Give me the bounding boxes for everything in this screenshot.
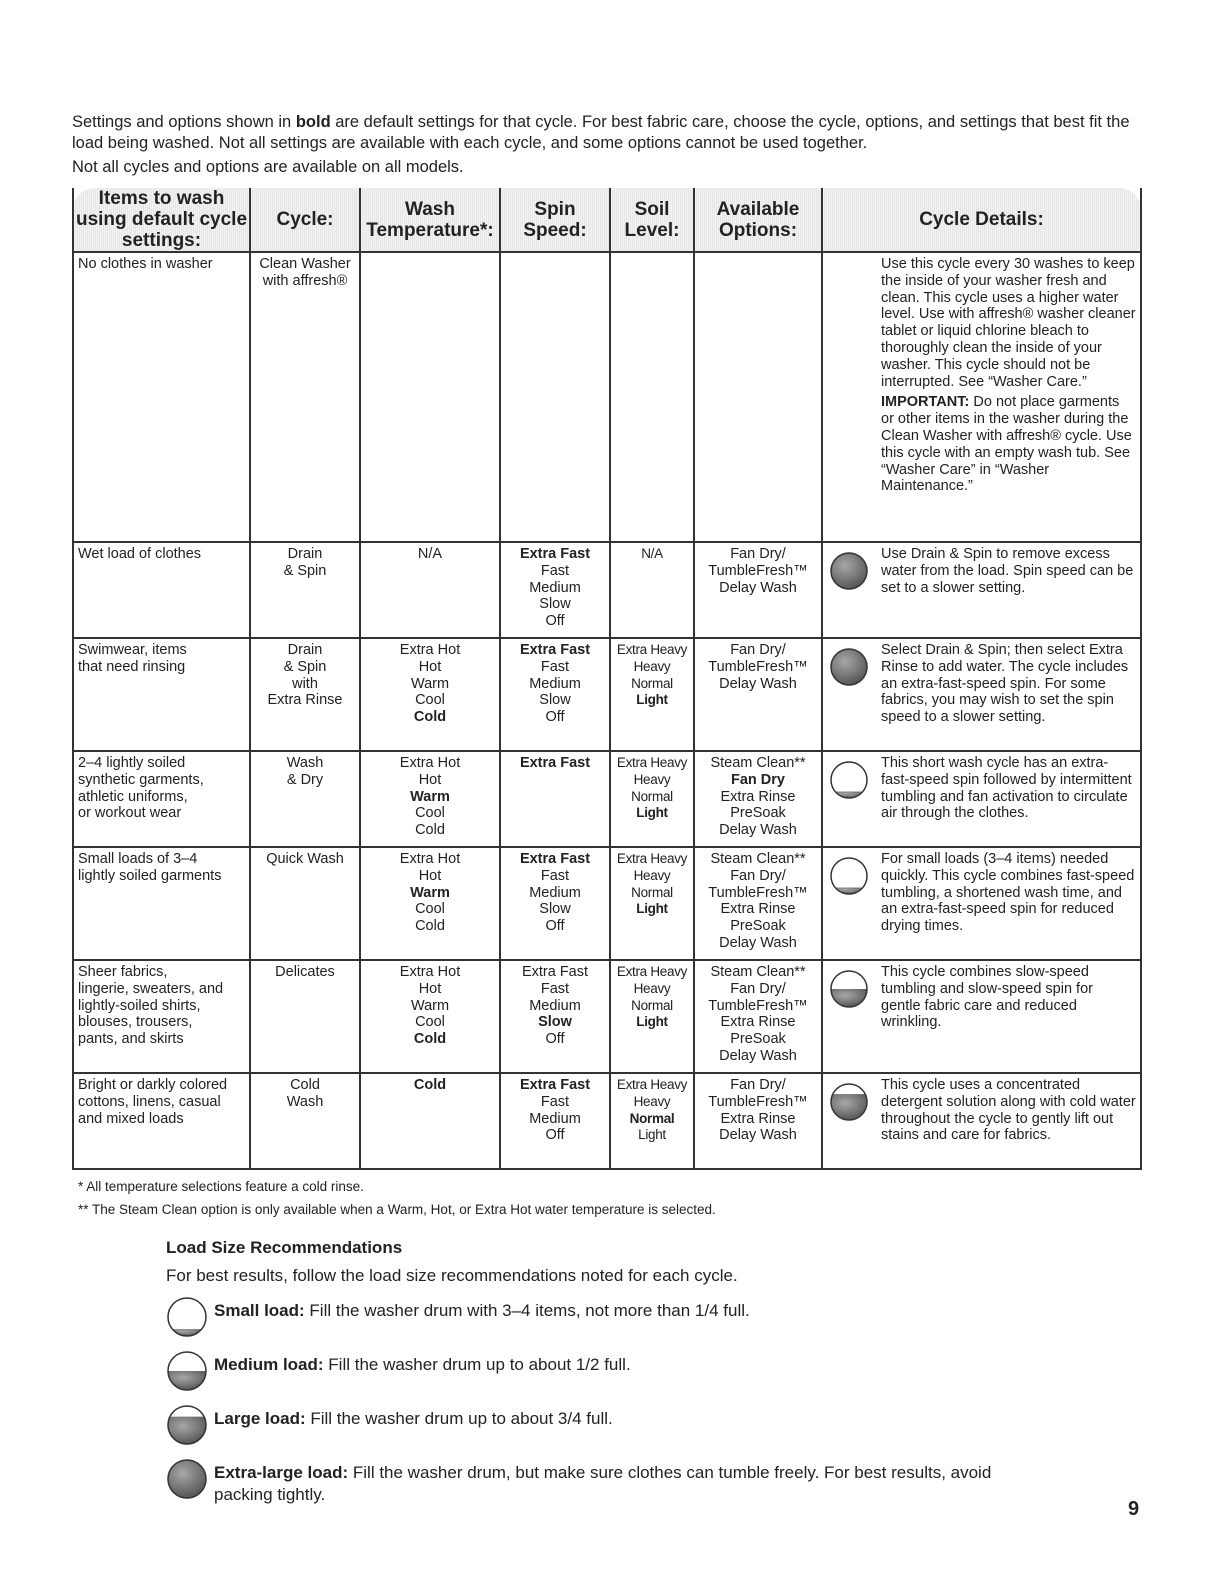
cycle-details-text	[881, 546, 1136, 596]
load-size-label: Extra-large load:	[214, 1463, 349, 1482]
option-value: PreSoak	[730, 805, 786, 822]
items-text: No clothes in washer	[78, 256, 213, 272]
intro-text-1: Settings and options shown in	[72, 113, 296, 131]
option-value: Delay Wash	[719, 1047, 797, 1064]
wash-temp-value: Cold	[413, 1077, 447, 1093]
options-cell	[694, 1073, 822, 1169]
options-cell	[694, 847, 822, 960]
intro-note: Not all cycles and options are available on all models.	[72, 158, 464, 176]
details-text: For small loads (3–4 items) needed quickly. This cycle combines fast-speed tumbling, a shortened wash time, and an extra-fast-speed spin for reduced drying times.	[881, 851, 1135, 935]
header-spin-line: Speed:	[523, 219, 587, 241]
option-value: TumbleFresh™	[708, 562, 808, 579]
spin-speed-value: Extra Fast	[519, 851, 591, 867]
items-text: or workout wear	[78, 805, 182, 822]
table-header-row	[73, 188, 1141, 252]
items-text: Sheer fabrics,	[78, 964, 168, 980]
load-size-section	[166, 1238, 1066, 1502]
intro-paragraph	[72, 112, 1152, 154]
wash-temp-value: Extra Hot	[399, 755, 461, 771]
soil-level-value: Light	[636, 1014, 668, 1030]
soil-level-value: Extra Heavy	[616, 851, 688, 866]
table-row	[73, 638, 1141, 751]
spin-speed-value: Extra Fast	[519, 546, 591, 562]
soil-level-cell	[610, 960, 694, 1073]
drum-fill	[166, 1417, 208, 1444]
spin-speed-cell	[500, 542, 610, 638]
details-text: This cycle uses a concentrated detergent solution along with cold water throughout the cycle to gently lift out stains and care for fabrics.	[881, 1077, 1136, 1144]
spin-speed-value: Medium	[529, 884, 581, 901]
load-size-title: Load Size Recommendations	[166, 1238, 403, 1257]
soil-level-value: Light	[636, 901, 668, 917]
wash-temp-cell	[360, 638, 500, 751]
header-items-line: Items to wash	[98, 188, 225, 209]
spin-speed-value: Off	[545, 613, 565, 630]
wash-temp-cell	[360, 252, 500, 542]
soil-level-value: Light	[636, 692, 668, 708]
options-cell	[694, 960, 822, 1073]
drum-medium-load-icon	[829, 969, 869, 1014]
items-text: lightly soiled garments	[78, 867, 222, 884]
header-options-line: Options:	[718, 219, 798, 241]
soil-level-value: Heavy	[633, 771, 671, 787]
soil-level-value: Extra Heavy	[616, 964, 688, 979]
intro-bold-word: bold	[295, 113, 331, 131]
header-items	[73, 188, 250, 252]
soil-level-value: Light	[636, 805, 668, 821]
footnotes	[78, 1175, 716, 1221]
cycle-name: Delicates	[275, 964, 335, 980]
drum-medium-load-icon	[166, 1350, 208, 1397]
details-text: This short wash cycle has an extra-fast-speed spin followed by intermittent tumbling and fan activation to circulate air through the clothes.	[881, 755, 1132, 822]
soil-level-value: Heavy	[633, 867, 671, 883]
wash-temp-value: Cold	[415, 822, 445, 839]
details-text: Do not place garments or other items in the washer during the Clean Washer with affresh® cycle. Use this cycle with an empty wash tub. See “Washer Care” in “Washer Maintenance.”	[881, 394, 1132, 495]
cycle-name: with affresh®	[262, 272, 348, 289]
drum-fill	[166, 1460, 208, 1498]
soil-level-value: Normal	[631, 788, 673, 804]
spin-speed-value: Medium	[529, 675, 581, 692]
header-soil-level	[610, 188, 694, 252]
drum-fill	[829, 888, 869, 894]
soil-level-value: Heavy	[633, 658, 671, 674]
spin-speed-value: Medium	[529, 997, 581, 1014]
details-paragraph	[881, 755, 1136, 822]
wash-temp-value: Extra Hot	[399, 964, 461, 980]
cycle-cell	[250, 751, 360, 847]
cycle-name: Drain	[287, 642, 323, 658]
cycle-name: Wash	[286, 1093, 324, 1110]
cycle-cell	[250, 847, 360, 960]
wash-temp-value: N/A	[417, 546, 443, 562]
option-value: Fan Dry/	[730, 980, 786, 997]
details-cell	[822, 638, 1141, 751]
wash-temp-cell	[360, 751, 500, 847]
option-value: Fan Dry	[731, 771, 785, 788]
header-soil-line: Soil	[634, 198, 670, 220]
cycle-details-text	[881, 755, 1136, 822]
wash-temp-value: Hot	[418, 867, 442, 884]
details-cell	[822, 960, 1141, 1073]
spin-speed-cell	[500, 1073, 610, 1169]
wash-temp-value: Warm	[410, 997, 450, 1014]
items-text: cottons, linens, casual	[78, 1093, 221, 1110]
option-value: Extra Rinse	[720, 1014, 796, 1031]
spin-speed-cell	[500, 252, 610, 542]
option-value: Extra Rinse	[720, 1110, 796, 1127]
cycle-name: & Spin	[283, 562, 327, 579]
drum-fill	[829, 989, 869, 1007]
items-text: Bright or darkly colored	[78, 1077, 228, 1093]
cycle-name: Clean Washer	[259, 256, 351, 272]
drum-fill	[829, 649, 869, 685]
details-paragraph	[881, 394, 1136, 495]
load-size-text	[214, 1408, 1034, 1430]
header-spin-speed	[500, 188, 610, 252]
items-text: Swimwear, items	[78, 642, 187, 658]
details-text: Use Drain & Spin to remove excess water from the load. Spin speed can be set to a slower setting.	[881, 546, 1134, 596]
header-available-options	[694, 188, 822, 252]
details-text: This cycle combines slow-speed tumbling and slow-speed spin for gentle fabric care and reduced wrinkling.	[881, 964, 1093, 1031]
spin-speed-value: Extra Fast	[519, 642, 591, 658]
header-items-line: cycle settings:	[121, 209, 248, 251]
spin-speed-value: Fast	[540, 980, 570, 997]
items-cell	[73, 960, 250, 1073]
option-value: Steam Clean**	[710, 755, 806, 771]
items-text: Wet load of clothes	[78, 546, 202, 562]
details-paragraph	[881, 546, 1136, 596]
option-value: Fan Dry/	[730, 1077, 786, 1093]
wash-temp-value: Warm	[410, 675, 450, 692]
wash-temp-value: Warm	[410, 788, 450, 805]
cycle-details-text	[881, 851, 1136, 935]
wash-temp-value: Cool	[415, 901, 445, 918]
spin-speed-value: Slow	[539, 692, 571, 709]
wash-temp-cell	[360, 847, 500, 960]
soil-level-value: Light	[638, 1127, 666, 1143]
spin-speed-value: Extra Fast	[519, 755, 591, 771]
load-size-desc: Fill the washer drum, but make sure clothes can tumble freely. For best results, avoid packing tightly.	[214, 1463, 992, 1504]
spin-speed-value: Slow	[539, 901, 571, 918]
wash-temp-value: Cool	[415, 805, 445, 822]
header-cycle-details	[822, 188, 1141, 252]
drum-fill	[829, 1094, 869, 1120]
items-cell	[73, 847, 250, 960]
option-value: Delay Wash	[719, 675, 797, 692]
header-cycle-label: Cycle:	[276, 209, 334, 230]
options-cell	[694, 638, 822, 751]
load-size-text	[214, 1300, 1034, 1322]
option-value: Fan Dry/	[730, 867, 786, 884]
details-cell	[822, 847, 1141, 960]
header-items-line: using default	[75, 209, 195, 230]
spin-speed-value: Fast	[540, 867, 570, 884]
table-row	[73, 960, 1141, 1073]
items-cell	[73, 542, 250, 638]
header-options-line: Available	[716, 198, 800, 220]
option-value: Fan Dry/	[730, 642, 786, 658]
soil-level-cell	[610, 638, 694, 751]
header-spin-line: Spin	[534, 198, 576, 220]
cycle-details-text	[881, 256, 1136, 495]
option-value: TumbleFresh™	[708, 658, 808, 675]
details-paragraph	[881, 851, 1136, 935]
items-text: athletic uniforms,	[78, 788, 188, 805]
wash-temp-value: Cool	[415, 692, 445, 709]
drum-fill	[829, 792, 869, 798]
drum-small-load-icon	[166, 1296, 208, 1343]
spin-speed-cell	[500, 847, 610, 960]
load-size-label: Medium load:	[214, 1355, 324, 1374]
cycle-name: Cold	[290, 1077, 320, 1093]
option-value: Delay Wash	[719, 579, 797, 596]
cycle-name: & Spin	[283, 658, 327, 675]
spin-speed-value: Slow	[538, 1014, 572, 1031]
drum-small-load-icon	[829, 760, 869, 805]
wash-temp-value: Cold	[415, 918, 445, 935]
soil-level-value: Normal	[631, 997, 673, 1013]
spin-speed-value: Off	[545, 918, 565, 935]
spin-speed-value: Off	[545, 709, 565, 726]
items-cell	[73, 638, 250, 751]
items-text: lingerie, sweaters, and	[78, 980, 224, 997]
load-size-text	[214, 1462, 1034, 1506]
wash-temp-value: Hot	[418, 980, 442, 997]
load-size-label: Large load:	[214, 1409, 306, 1428]
header-wash-line: Wash	[405, 198, 455, 220]
option-value: TumbleFresh™	[708, 997, 808, 1014]
load-size-item	[166, 1290, 1066, 1340]
cycle-name: & Dry	[286, 771, 324, 788]
details-cell	[822, 252, 1141, 542]
items-text: blouses, trousers,	[78, 1014, 193, 1031]
soil-level-value: Extra Heavy	[616, 755, 688, 770]
spin-speed-value: Fast	[540, 658, 570, 675]
option-value: PreSoak	[730, 918, 786, 935]
details-text: Select Drain & Spin; then select Extra Rinse to add water. The cycle includes an extra-fast-speed spin. For some fabrics, you may wish to set the spin speed to a slower setting.	[881, 642, 1129, 726]
items-text: lightly-soiled shirts,	[78, 997, 201, 1014]
option-value: Delay Wash	[719, 934, 797, 951]
header-wash-line: Temperature*:	[366, 219, 494, 241]
soil-level-value: Heavy	[633, 1093, 671, 1109]
items-cell	[73, 1073, 250, 1169]
drum-fill	[829, 553, 869, 589]
option-value: PreSoak	[730, 1031, 786, 1048]
options-cell	[694, 252, 822, 542]
footnote-steam-clean: ** The Steam Clean option is only available when a Warm, Hot, or Extra Hot water temperature is selected.	[78, 1202, 716, 1217]
option-value: Extra Rinse	[720, 901, 796, 918]
items-text: Small loads of 3–4	[78, 851, 198, 867]
option-value: TumbleFresh™	[708, 884, 808, 901]
cycle-details-text	[881, 642, 1136, 726]
table-row	[73, 1073, 1141, 1169]
spin-speed-value: Medium	[529, 579, 581, 596]
drum-xlarge-load-icon	[166, 1458, 208, 1505]
load-size-item	[166, 1344, 1066, 1394]
option-value: Delay Wash	[719, 1127, 797, 1144]
table-row	[73, 542, 1141, 638]
wash-temp-value: Extra Hot	[399, 642, 461, 658]
wash-temp-value: Warm	[410, 884, 450, 901]
option-value: Steam Clean**	[710, 964, 806, 980]
option-value: Extra Rinse	[720, 788, 796, 805]
drum-xlarge-load-icon	[829, 551, 869, 596]
load-size-desc: Fill the washer drum with 3–4 items, not more than 1/4 full.	[304, 1301, 750, 1320]
cycle-cell	[250, 1073, 360, 1169]
wash-temp-value: Extra Hot	[399, 851, 461, 867]
header-soil-line: Level:	[624, 219, 680, 241]
table-row	[73, 751, 1141, 847]
load-size-label: Small load:	[214, 1301, 305, 1320]
load-size-desc: Fill the washer drum up to about 1/2 full.	[323, 1355, 631, 1374]
options-cell	[694, 751, 822, 847]
details-cell	[822, 542, 1141, 638]
soil-level-value: Normal	[631, 675, 673, 691]
load-size-desc: Fill the washer drum up to about 3/4 full.	[305, 1409, 613, 1428]
drum-xlarge-load-icon	[829, 647, 869, 692]
important-label: IMPORTANT:	[881, 394, 970, 411]
items-text: pants, and skirts	[78, 1031, 184, 1048]
soil-level-cell	[610, 252, 694, 542]
drum-fill	[166, 1371, 208, 1390]
spin-speed-value: Off	[545, 1031, 565, 1048]
spin-speed-value: Fast	[540, 562, 570, 579]
cycle-cell	[250, 252, 360, 542]
options-cell	[694, 542, 822, 638]
spin-speed-value: Off	[545, 1127, 565, 1144]
soil-level-value: Heavy	[633, 980, 671, 996]
option-value: Steam Clean**	[710, 851, 806, 867]
items-text: 2–4 lightly soiled	[78, 755, 186, 771]
spin-speed-value: Extra Fast	[519, 1077, 591, 1093]
table-row	[73, 847, 1141, 960]
header-wash-temp	[360, 188, 500, 252]
soil-level-value: N/A	[641, 546, 663, 561]
cycle-details-text	[881, 964, 1136, 1031]
cycle-name: Drain	[287, 546, 323, 562]
spin-speed-cell	[500, 751, 610, 847]
load-size-text	[214, 1354, 1034, 1376]
option-value: TumbleFresh™	[708, 1093, 808, 1110]
soil-level-value: Normal	[629, 1110, 675, 1126]
cycle-name: with	[292, 675, 318, 692]
cycle-details-text	[881, 1077, 1136, 1144]
cycle-cell	[250, 542, 360, 638]
load-size-lead: For best results, follow the load size recommendations noted for each cycle.	[166, 1266, 738, 1285]
intro-text-2: are default settings for that cycle. For best fabric care, choose the cycle, options, and settings that best fit the load being washed. Not all settings are available with each cycle, and some options cannot be used together.	[72, 113, 1130, 152]
wash-temp-value: Cold	[413, 709, 447, 726]
header-cycle	[250, 188, 360, 252]
soil-level-cell	[610, 751, 694, 847]
drum-small-load-icon	[829, 856, 869, 901]
drum-large-load-icon	[829, 1082, 869, 1127]
details-cell	[822, 751, 1141, 847]
load-size-item	[166, 1452, 1066, 1502]
items-cell	[73, 751, 250, 847]
details-paragraph	[881, 256, 1136, 390]
spin-speed-value: Medium	[529, 1110, 581, 1127]
intro-text	[72, 112, 1152, 181]
wash-temp-cell	[360, 542, 500, 638]
spin-speed-value: Slow	[539, 596, 571, 613]
soil-level-cell	[610, 542, 694, 638]
details-paragraph	[881, 642, 1136, 726]
details-paragraph	[881, 964, 1136, 1031]
option-value: Delay Wash	[719, 822, 797, 839]
items-text: that need rinsing	[78, 658, 186, 675]
cycle-name: Extra Rinse	[267, 692, 343, 709]
soil-level-cell	[610, 1073, 694, 1169]
details-paragraph	[881, 1077, 1136, 1144]
page-number: 9	[1128, 1498, 1140, 1520]
header-details-label: Cycle Details:	[919, 209, 1044, 230]
soil-level-value: Normal	[631, 884, 673, 900]
option-value: Fan Dry/	[730, 546, 786, 562]
wash-temp-value: Hot	[418, 771, 442, 788]
load-size-item	[166, 1398, 1066, 1448]
cycle-name: Quick Wash	[266, 851, 344, 867]
wash-temp-value: Cool	[415, 1014, 445, 1031]
cycle-name: Wash	[286, 755, 324, 771]
spin-speed-value: Extra Fast	[521, 964, 589, 980]
details-cell	[822, 1073, 1141, 1169]
drum-large-load-icon	[166, 1404, 208, 1451]
soil-level-cell	[610, 847, 694, 960]
items-text: synthetic garments,	[78, 771, 204, 788]
soil-level-value: Extra Heavy	[616, 642, 688, 657]
wash-temp-cell	[360, 1073, 500, 1169]
items-text: and mixed loads	[78, 1110, 184, 1127]
spin-speed-value: Fast	[540, 1093, 570, 1110]
table-row	[73, 252, 1141, 542]
cycle-cell	[250, 960, 360, 1073]
items-cell	[73, 252, 250, 542]
spin-speed-cell	[500, 638, 610, 751]
details-text: Use this cycle every 30 washes to keep the inside of your washer fresh and clean. This cycle uses a higher water level. Use with affresh® washer cleaner tablet or liquid chlorine bleach to thoroughly clean the inside of your washer. This cycle should not be interrupted. See “Washer Care.”	[881, 256, 1136, 390]
soil-level-value: Extra Heavy	[616, 1077, 688, 1092]
wash-temp-value: Cold	[413, 1031, 447, 1048]
cycle-table	[72, 188, 1142, 1170]
footnote-temperature: * All temperature selections feature a cold rinse.	[78, 1179, 364, 1194]
wash-temp-value: Hot	[418, 658, 442, 675]
wash-temp-cell	[360, 960, 500, 1073]
spin-speed-cell	[500, 960, 610, 1073]
cycle-cell	[250, 638, 360, 751]
